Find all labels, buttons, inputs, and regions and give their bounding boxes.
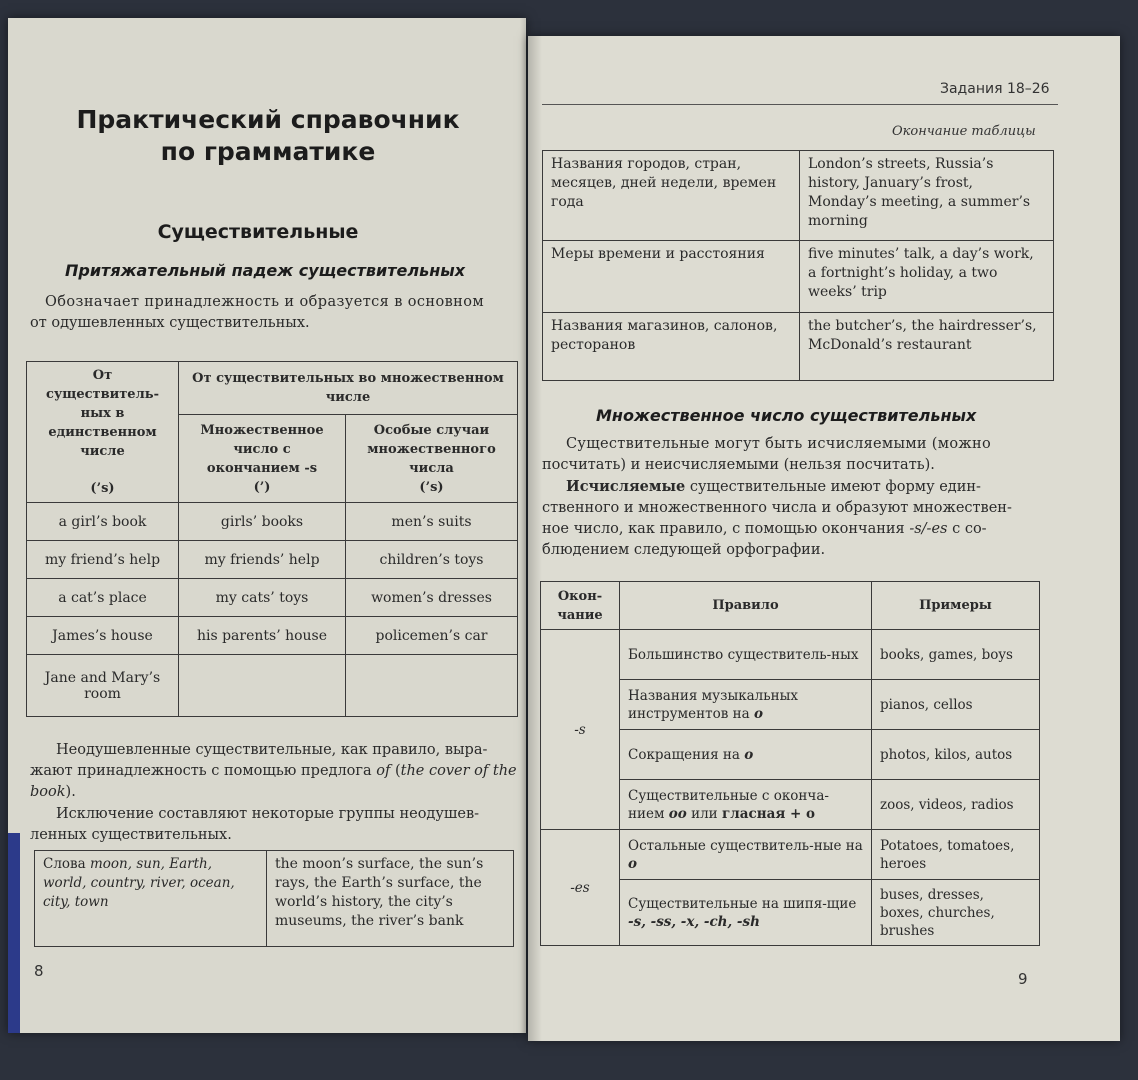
exceptions-examples-cell: the moon’s surface, the sun’s rays, the Earth’s surface, the world’s history, the city’s museums, the river’s bank (267, 851, 514, 947)
header-ending: Окон-чание (541, 582, 620, 630)
exceptions-table (34, 850, 514, 947)
table-continuation-note: Окончание таблицы (892, 124, 1036, 139)
header-plural-s-marker: (’) (253, 479, 271, 495)
table-cell (346, 655, 518, 717)
rule-emphasis: -s, -ss, -x, -ch, -sh (628, 913, 760, 930)
rule-emphasis: o (744, 746, 754, 763)
rule-emphasis: o (753, 705, 763, 722)
plural-rule-line-1-text: существительные имеют форму един- (689, 479, 981, 495)
examples-cell: Potatoes, tomatoes, heroes (872, 830, 1040, 880)
header-singular-marker: (’s) (90, 481, 115, 496)
page-spine-shadow (520, 18, 526, 1033)
header-plural-s-label: Множественное число с окончанием -s (200, 422, 324, 476)
plural-rule-line-3-text: ное число, как правило, с помощью окончания (542, 521, 905, 537)
rule-connector: или (691, 805, 718, 822)
title-line-1: Практический справочник (76, 105, 460, 134)
plural-rule-line-3-end: с со- (952, 521, 987, 537)
rule-emphasis-2: гласная + o (721, 805, 816, 822)
subsection-title-plural: Множественное число существительных (596, 406, 977, 425)
left-page (8, 18, 526, 1033)
table-cell: a cat’s place (27, 579, 179, 617)
exceptions-words-list: moon, sun, Earth, world, country, river, ocean, city, town (43, 856, 235, 910)
exceptions-words-label: Слова (43, 856, 86, 872)
plural-ending: -s/-es (909, 521, 948, 537)
page-title (68, 104, 468, 168)
table-row (543, 313, 1054, 381)
table-cell: Названия городов, стран, месяцев, дней недели, времен года (543, 151, 800, 241)
table-row (543, 241, 1054, 313)
rule-cell (620, 880, 872, 946)
preposition-of: of (376, 763, 391, 779)
plural-rule-line-2: ственного и множественного числа и образуют множествен- (542, 500, 1012, 516)
exceptions-words-cell (35, 851, 267, 947)
table-cell: London’s streets, Russia’s history, January’s frost, Monday’s meeting, a summer’s morning (800, 151, 1054, 241)
rule-cell (620, 680, 872, 730)
rule-text: Существительные с оконча-нием (628, 787, 829, 822)
page-number-left: 8 (34, 962, 44, 980)
table-row (27, 617, 518, 655)
header-plural-s (179, 415, 346, 503)
intro-line-1: Обозначает принадлежность и образуется в основном (45, 294, 485, 310)
ending-s-cell: -s (541, 630, 620, 830)
header-singular-label: От существитель-ных в единственном числе (46, 368, 159, 459)
rule-cell (620, 830, 872, 880)
plural-rule-line-1 (542, 476, 1060, 498)
plural-rule-line-4: блюдением следующей орфографии. (542, 542, 826, 558)
table-cell: the butcher’s, the hairdresser’s, McDonald’s restaurant (800, 313, 1054, 381)
table-row (27, 655, 518, 717)
table-row (27, 579, 518, 617)
rule-cell (620, 780, 872, 830)
exception-line-1: Исключение составляют некоторые группы неодушев- (56, 806, 480, 822)
inanimate-line-2-text: жают принадлежность с помощью предлога (30, 763, 372, 779)
header-rule: Правило (620, 582, 872, 630)
section-title: Существительные (157, 221, 359, 243)
rule-text: Остальные существитель-ные на (628, 837, 863, 854)
table-cell: men’s suits (346, 503, 518, 541)
rule-emphasis: oo (668, 805, 687, 822)
header-plural-special-label: Особые случаи множественного числа (367, 422, 496, 476)
paren-open: ( (394, 763, 401, 779)
table-row (543, 151, 1054, 241)
table-cell: Jane and Mary’s room (27, 655, 179, 717)
table-cell: his parents’ house (179, 617, 346, 655)
examples-cell: books, games, boys (872, 630, 1040, 680)
running-header: Задания 18–26 (940, 81, 1050, 97)
table-cell: five minutes’ talk, a day’s work, a fortnight’s holiday, a two weeks’ trip (800, 241, 1054, 313)
header-examples: Примеры (872, 582, 1040, 630)
exception-paragraph (30, 804, 524, 846)
plural-intro-paragraph (542, 434, 1060, 561)
plural-intro-line-2: посчитать) и неисчисляемыми (нельзя посчитать). (542, 457, 935, 473)
intro-paragraph (30, 292, 524, 334)
subsection-title-possessive: Притяжательный падеж существительных (65, 261, 466, 280)
table-row (541, 830, 1040, 880)
table-cell: a girl’s book (27, 503, 179, 541)
table-cell: children’s toys (346, 541, 518, 579)
table-cell (179, 655, 346, 717)
examples-cell: pianos, cellos (872, 680, 1040, 730)
examples-cell: photos, kilos, autos (872, 730, 1040, 780)
table-row (27, 503, 518, 541)
example-cover-of-book: the cover of the book (30, 763, 517, 800)
countable-keyword: Исчисляемые (566, 478, 686, 495)
book-cover-edge (8, 833, 20, 1033)
rule-cell (620, 730, 872, 780)
paren-close: ). (65, 784, 76, 800)
header-singular (27, 362, 179, 503)
header-plural: От существительных во множественном числе (179, 362, 518, 415)
plural-rule-line-3 (542, 519, 1060, 540)
inanimate-line-1: Неодушевленные существительные, как правило, выра- (56, 742, 488, 758)
table-cell: policemen’s car (346, 617, 518, 655)
table-cell: my friend’s help (27, 541, 179, 579)
intro-line-2: от одушевленных существительных. (30, 315, 310, 331)
plural-rules-table (540, 581, 1040, 946)
ending-es-cell: -es (541, 830, 620, 946)
table-cell: my friends’ help (179, 541, 346, 579)
header-plural-special-marker: (’s) (419, 479, 444, 495)
examples-cell: zoos, videos, radios (872, 780, 1040, 830)
rule-text: Сокращения на (628, 746, 740, 763)
table-row (27, 541, 518, 579)
table-cell: Меры времени и расстояния (543, 241, 800, 313)
title-line-2: по грамматике (160, 137, 376, 166)
header-rule (542, 104, 1058, 105)
rule-emphasis: o (628, 855, 638, 872)
inanimate-paragraph (30, 740, 524, 803)
right-page (528, 36, 1120, 1041)
table-cell: women’s dresses (346, 579, 518, 617)
header-plural-special (346, 415, 518, 503)
exception-line-2: ленных существительных. (30, 827, 232, 843)
table-cell: James’s house (27, 617, 179, 655)
plural-intro-line-1: Существительные могут быть исчисляемыми (можно (566, 436, 991, 452)
inanimate-line-2 (30, 761, 524, 803)
page-number-right: 9 (1018, 970, 1028, 988)
rule-cell: Большинство существитель-ных (620, 630, 872, 680)
rule-text: Существительные на шипя-щие (628, 895, 857, 912)
rule-text: Названия музыкальных инструментов на (628, 687, 798, 722)
possessive-table-continued (542, 150, 1054, 381)
examples-cell: buses, dresses, boxes, churches, brushes (872, 880, 1040, 946)
table-cell: my cats’ toys (179, 579, 346, 617)
table-cell: Названия магазинов, салонов, ресторанов (543, 313, 800, 381)
possessive-table (26, 361, 518, 717)
table-cell: girls’ books (179, 503, 346, 541)
table-row (541, 630, 1040, 680)
